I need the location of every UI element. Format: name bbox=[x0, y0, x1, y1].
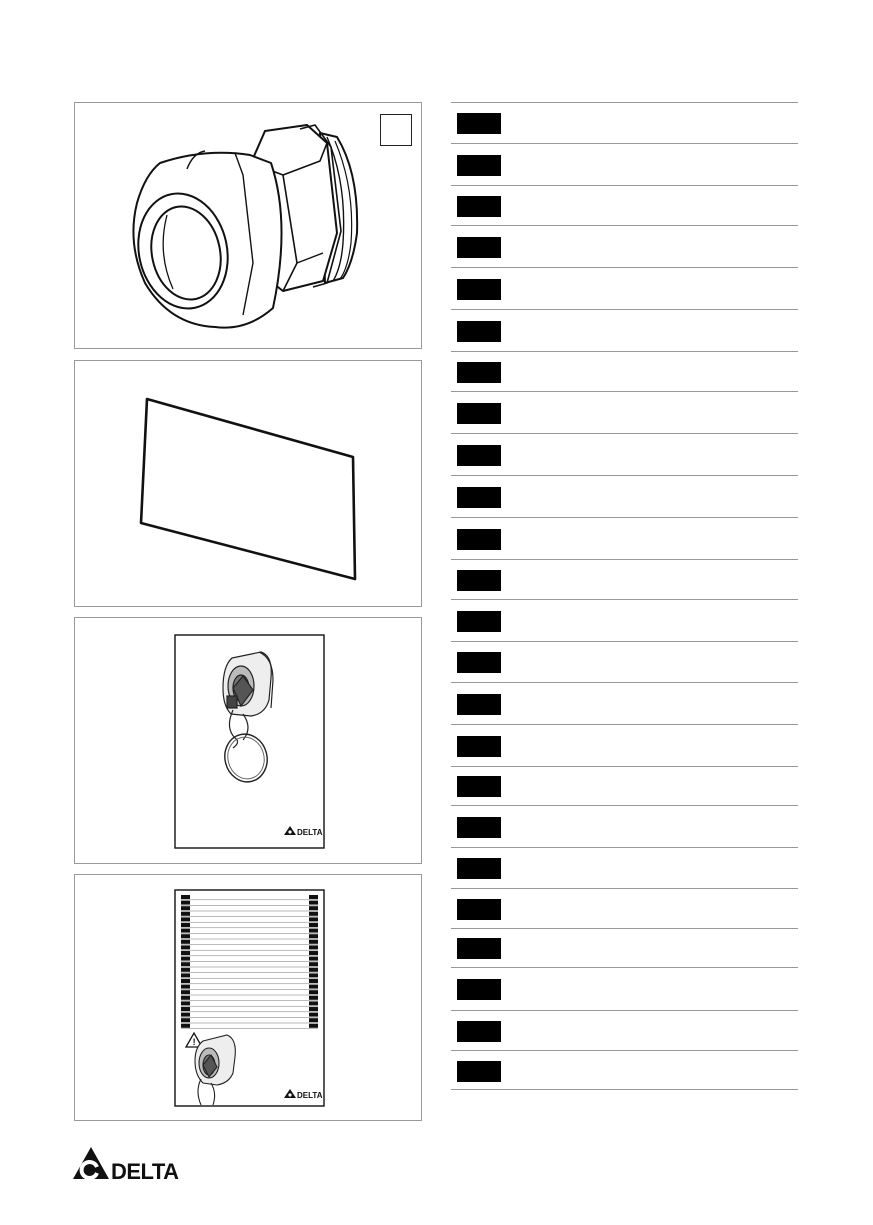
language-row bbox=[451, 641, 798, 682]
language-tag bbox=[457, 652, 501, 673]
card-brand-text: DELTA bbox=[297, 828, 323, 837]
gasket-panel bbox=[74, 360, 422, 607]
delta-logo bbox=[71, 1145, 183, 1183]
language-tag bbox=[457, 1061, 501, 1082]
footer-brand-text: DELTA bbox=[111, 1159, 179, 1183]
leaflet-brand-text: DELTA bbox=[297, 1091, 323, 1100]
language-row bbox=[451, 517, 798, 559]
language-row bbox=[451, 143, 798, 185]
language-tag bbox=[457, 196, 501, 217]
language-tag bbox=[457, 487, 501, 508]
language-row bbox=[451, 433, 798, 475]
language-tag bbox=[457, 445, 501, 466]
language-tag bbox=[457, 858, 501, 879]
language-tag bbox=[457, 529, 501, 550]
language-row bbox=[451, 559, 798, 599]
language-row bbox=[451, 309, 798, 351]
language-tag bbox=[457, 817, 501, 838]
language-tag bbox=[457, 694, 501, 715]
language-tag bbox=[457, 1021, 501, 1042]
language-row bbox=[451, 1010, 798, 1050]
language-tag bbox=[457, 113, 501, 134]
language-tag bbox=[457, 736, 501, 757]
quantity-box bbox=[380, 114, 412, 146]
language-tag bbox=[457, 776, 501, 797]
language-tag bbox=[457, 570, 501, 591]
language-list bbox=[451, 102, 798, 1090]
language-tag bbox=[457, 938, 501, 959]
delta-triangle-logo-icon bbox=[71, 1145, 183, 1183]
language-row bbox=[451, 766, 798, 805]
language-row bbox=[451, 724, 798, 766]
language-row bbox=[451, 967, 798, 1010]
quick-guide-panel bbox=[74, 617, 422, 864]
language-row bbox=[451, 351, 798, 391]
cable-gland-illustration bbox=[75, 103, 421, 348]
language-row bbox=[451, 805, 798, 847]
language-row bbox=[451, 225, 798, 267]
language-tag bbox=[457, 279, 501, 300]
language-tag bbox=[457, 321, 501, 342]
gasket-sheet-illustration bbox=[75, 361, 421, 606]
language-row bbox=[451, 928, 798, 967]
language-tag bbox=[457, 362, 501, 383]
language-tag bbox=[457, 403, 501, 424]
language-row bbox=[451, 102, 798, 143]
language-row bbox=[451, 599, 798, 641]
language-row bbox=[451, 391, 798, 433]
language-row bbox=[451, 888, 798, 928]
language-row bbox=[451, 847, 798, 888]
quick-guide-card-illustration bbox=[75, 618, 421, 863]
language-tag bbox=[457, 611, 501, 632]
cable-gland-panel bbox=[74, 102, 422, 349]
language-row bbox=[451, 1050, 798, 1090]
leaflet-illustration bbox=[75, 875, 421, 1120]
language-tag bbox=[457, 155, 501, 176]
language-tag bbox=[457, 899, 501, 920]
language-row bbox=[451, 475, 798, 517]
language-tag bbox=[457, 237, 501, 258]
language-tag bbox=[457, 979, 501, 1000]
language-row bbox=[451, 267, 798, 309]
language-row bbox=[451, 682, 798, 724]
svg-text:!: ! bbox=[192, 1037, 196, 1047]
leaflet-panel bbox=[74, 874, 422, 1121]
language-row bbox=[451, 185, 798, 225]
